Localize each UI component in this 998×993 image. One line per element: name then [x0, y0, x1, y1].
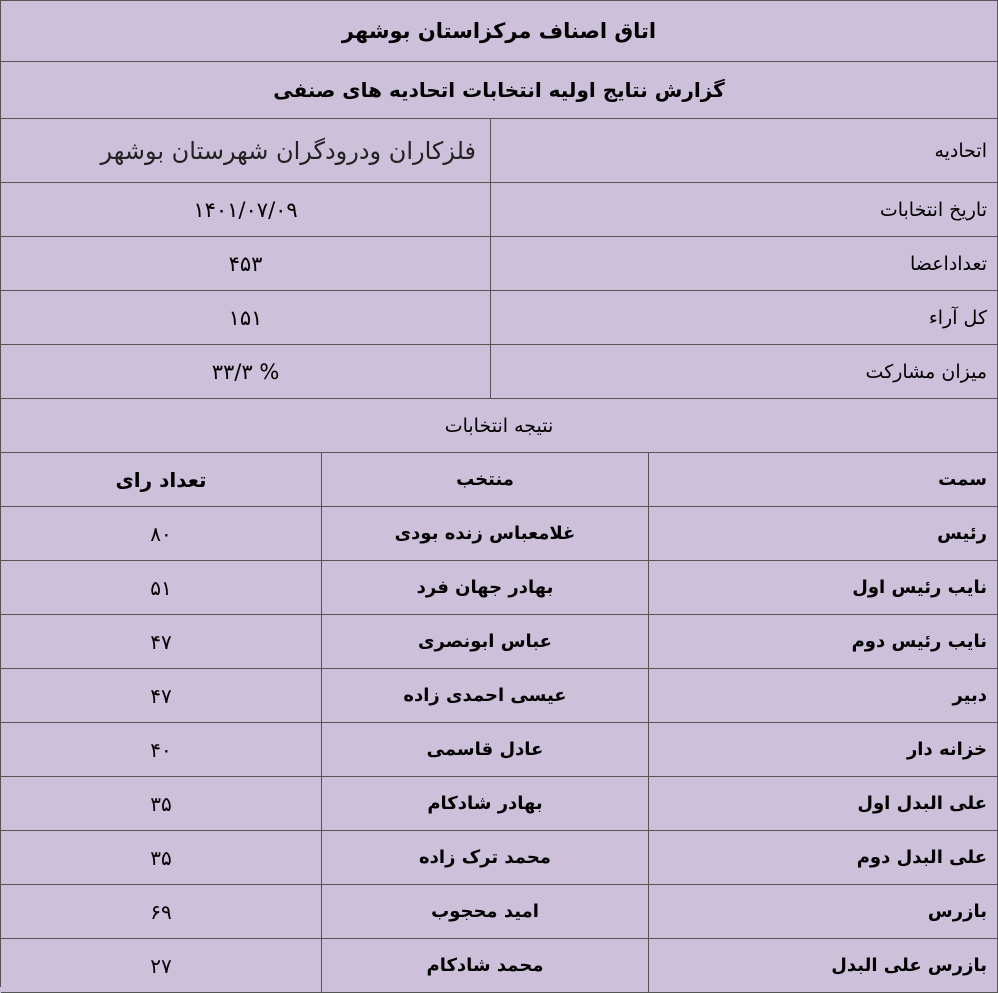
- candidate-cell: محمد شادکام: [322, 939, 649, 992]
- title-row: [1, 1, 998, 62]
- info-value: ۱۵۱: [1, 291, 491, 344]
- votes-cell: ۴۰: [1, 723, 322, 776]
- table-row: [1, 723, 998, 777]
- info-label: تعداداعضا: [491, 237, 998, 290]
- info-label: تاریخ انتخابات: [491, 183, 998, 236]
- candidate-cell: عادل قاسمی: [322, 723, 649, 776]
- position-cell: علی البدل دوم: [649, 831, 998, 884]
- info-value: % ۳۳/۳: [1, 345, 491, 398]
- position-cell: رئیس: [649, 507, 998, 560]
- table-row: [1, 831, 998, 885]
- position-cell: علی البدل اول: [649, 777, 998, 830]
- table-row: [1, 507, 998, 561]
- votes-cell: ۲۷: [1, 939, 322, 992]
- position-cell: نایب رئیس دوم: [649, 615, 998, 668]
- votes-cell: ۴۷: [1, 669, 322, 722]
- info-value: ۴۵۳: [1, 237, 491, 290]
- info-row-date: [1, 183, 998, 237]
- table-row: [1, 939, 998, 993]
- votes-cell: ۳۵: [1, 831, 322, 884]
- position-cell: بازرس علی البدل: [649, 939, 998, 992]
- votes-cell: ۸۰: [1, 507, 322, 560]
- results-heading: نتیجه انتخابات: [1, 399, 998, 453]
- info-label: کل آراء: [491, 291, 998, 344]
- table-row: [1, 561, 998, 615]
- info-value: ۱۴۰۱/۰۷/۰۹: [1, 183, 491, 236]
- results-header-row: [1, 453, 998, 507]
- table-row: [1, 885, 998, 939]
- position-cell: دبیر: [649, 669, 998, 722]
- candidate-cell: بهادر شادکام: [322, 777, 649, 830]
- column-header-candidate: منتخب: [322, 453, 649, 506]
- table-row: [1, 777, 998, 831]
- info-value: فلزکاران ودرودگران شهرستان بوشهر: [1, 119, 491, 182]
- info-row-union: [1, 119, 998, 183]
- candidate-cell: عیسی احمدی زاده: [322, 669, 649, 722]
- position-cell: خزانه دار: [649, 723, 998, 776]
- sheet-title: اتاق اصناف مرکزاستان بوشهر: [1, 1, 998, 61]
- candidate-cell: عباس ابونصری: [322, 615, 649, 668]
- candidate-cell: بهادر جهان فرد: [322, 561, 649, 614]
- info-row-members: [1, 237, 998, 291]
- sheet-subtitle: گزارش نتایج اولیه انتخابات اتحادیه های صنفی: [1, 62, 998, 118]
- candidate-cell: محمد ترک زاده: [322, 831, 649, 884]
- votes-cell: ۶۹: [1, 885, 322, 938]
- info-row-participation: [1, 345, 998, 399]
- position-cell: نایب رئیس اول: [649, 561, 998, 614]
- votes-cell: ۴۷: [1, 615, 322, 668]
- candidate-cell: امید محجوب: [322, 885, 649, 938]
- results-heading-row: [1, 399, 998, 453]
- table-row: [1, 669, 998, 723]
- column-header-votes: تعداد رای: [1, 453, 322, 506]
- position-cell: بازرس: [649, 885, 998, 938]
- column-header-position: سمت: [649, 453, 998, 506]
- votes-cell: ۵۱: [1, 561, 322, 614]
- table-row: [1, 615, 998, 669]
- votes-cell: ۳۵: [1, 777, 322, 830]
- info-label: میزان مشارکت: [491, 345, 998, 398]
- candidate-cell: غلامعباس زنده بودی: [322, 507, 649, 560]
- subtitle-row: [1, 62, 998, 119]
- info-row-total-votes: [1, 291, 998, 345]
- info-label: اتحادیه: [491, 119, 998, 182]
